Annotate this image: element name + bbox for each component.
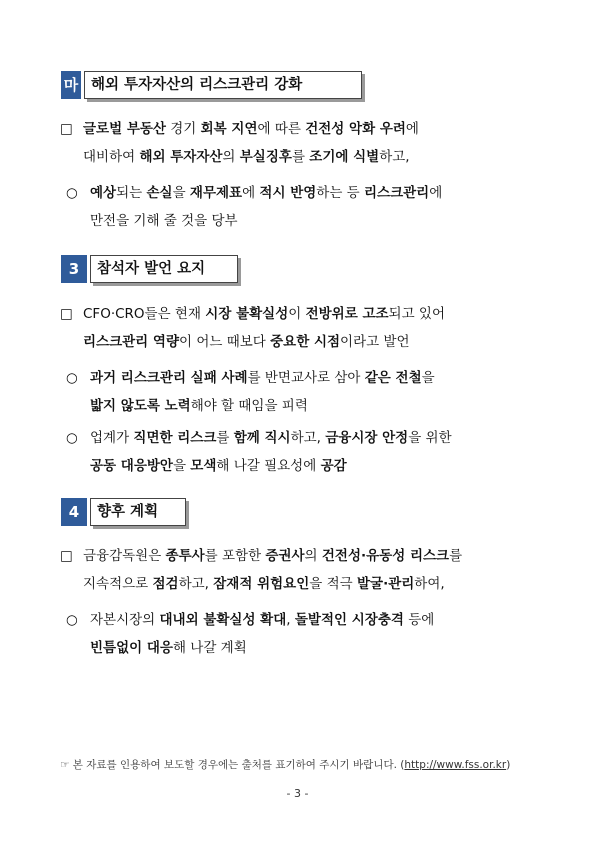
section-title: 향후 계획	[90, 498, 186, 526]
section-title: 참석자 발언 요지	[90, 255, 238, 283]
paragraph-4-circle: 자본시장의 대내외 불확실성 확대, 돌발적인 시장충격 등에 빈틈없이 대응해 나갈 계획	[90, 612, 435, 656]
circle-bullet: ○	[66, 612, 78, 628]
section-title: 해외 투자자산의 리스크관리 강화	[84, 71, 362, 99]
paragraph-3-circle-2: 업계가 직면한 리스크를 함께 직시하고, 금융시장 안정을 위한 공동 대응방안을 모색해 나갈 필요성에 공감	[90, 430, 452, 474]
box-bullet: □	[60, 121, 73, 137]
paragraph-ma-circle: 예상되는 손실을 재무제표에 적시 반영하는 등 리스크관리에 만전을 기해 줄 것을 당부	[90, 185, 443, 229]
section-badge: 4	[61, 498, 87, 526]
paragraph-3-box: CFO·CRO들은 현재 시장 불확실성이 전방위로 고조되고 있어 리스크관리 역량이 어느 때보다 중요한 시점이라고 발언	[83, 306, 446, 350]
paragraph-4-box: 금융감독원은 종투사를 포함한 증권사의 건전성·유동성 리스크를 지속적으로 점검하고, 잠재적 위험요인을 적극 발굴·관리하여,	[83, 548, 463, 592]
website-link[interactable]: http://www.fss.or.kr	[404, 759, 507, 771]
section-badge: 3	[61, 255, 87, 283]
circle-bullet: ○	[66, 370, 78, 386]
section-badge: 마	[61, 71, 81, 99]
circle-bullet: ○	[66, 185, 78, 201]
box-bullet: □	[60, 306, 73, 322]
citation-note: ☞ 본 자료를 인용하여 보도할 경우에는 출처를 표기하여 주시기 바랍니다. (http://www.fss.or.kr)	[60, 759, 511, 771]
section-header-ma	[61, 71, 362, 99]
paragraph-3-circle-1: 과거 리스크관리 실패 사례를 반면교사로 삼아 같은 전철을 밟지 않도록 노력해야 할 때임을 피력	[90, 370, 435, 414]
paragraph-ma-box: 글로벌 부동산 경기 회복 지연에 따른 건전성 악화 우려에 대비하여 해외 투자자산의 부실징후를 조기에 식별하고,	[83, 121, 419, 165]
page-number: - 3 -	[286, 787, 309, 800]
section-header-4	[61, 498, 186, 526]
box-bullet: □	[60, 548, 73, 564]
circle-bullet: ○	[66, 430, 78, 446]
section-header-3	[61, 255, 238, 283]
pointing-hand-icon: ☞	[60, 759, 70, 771]
